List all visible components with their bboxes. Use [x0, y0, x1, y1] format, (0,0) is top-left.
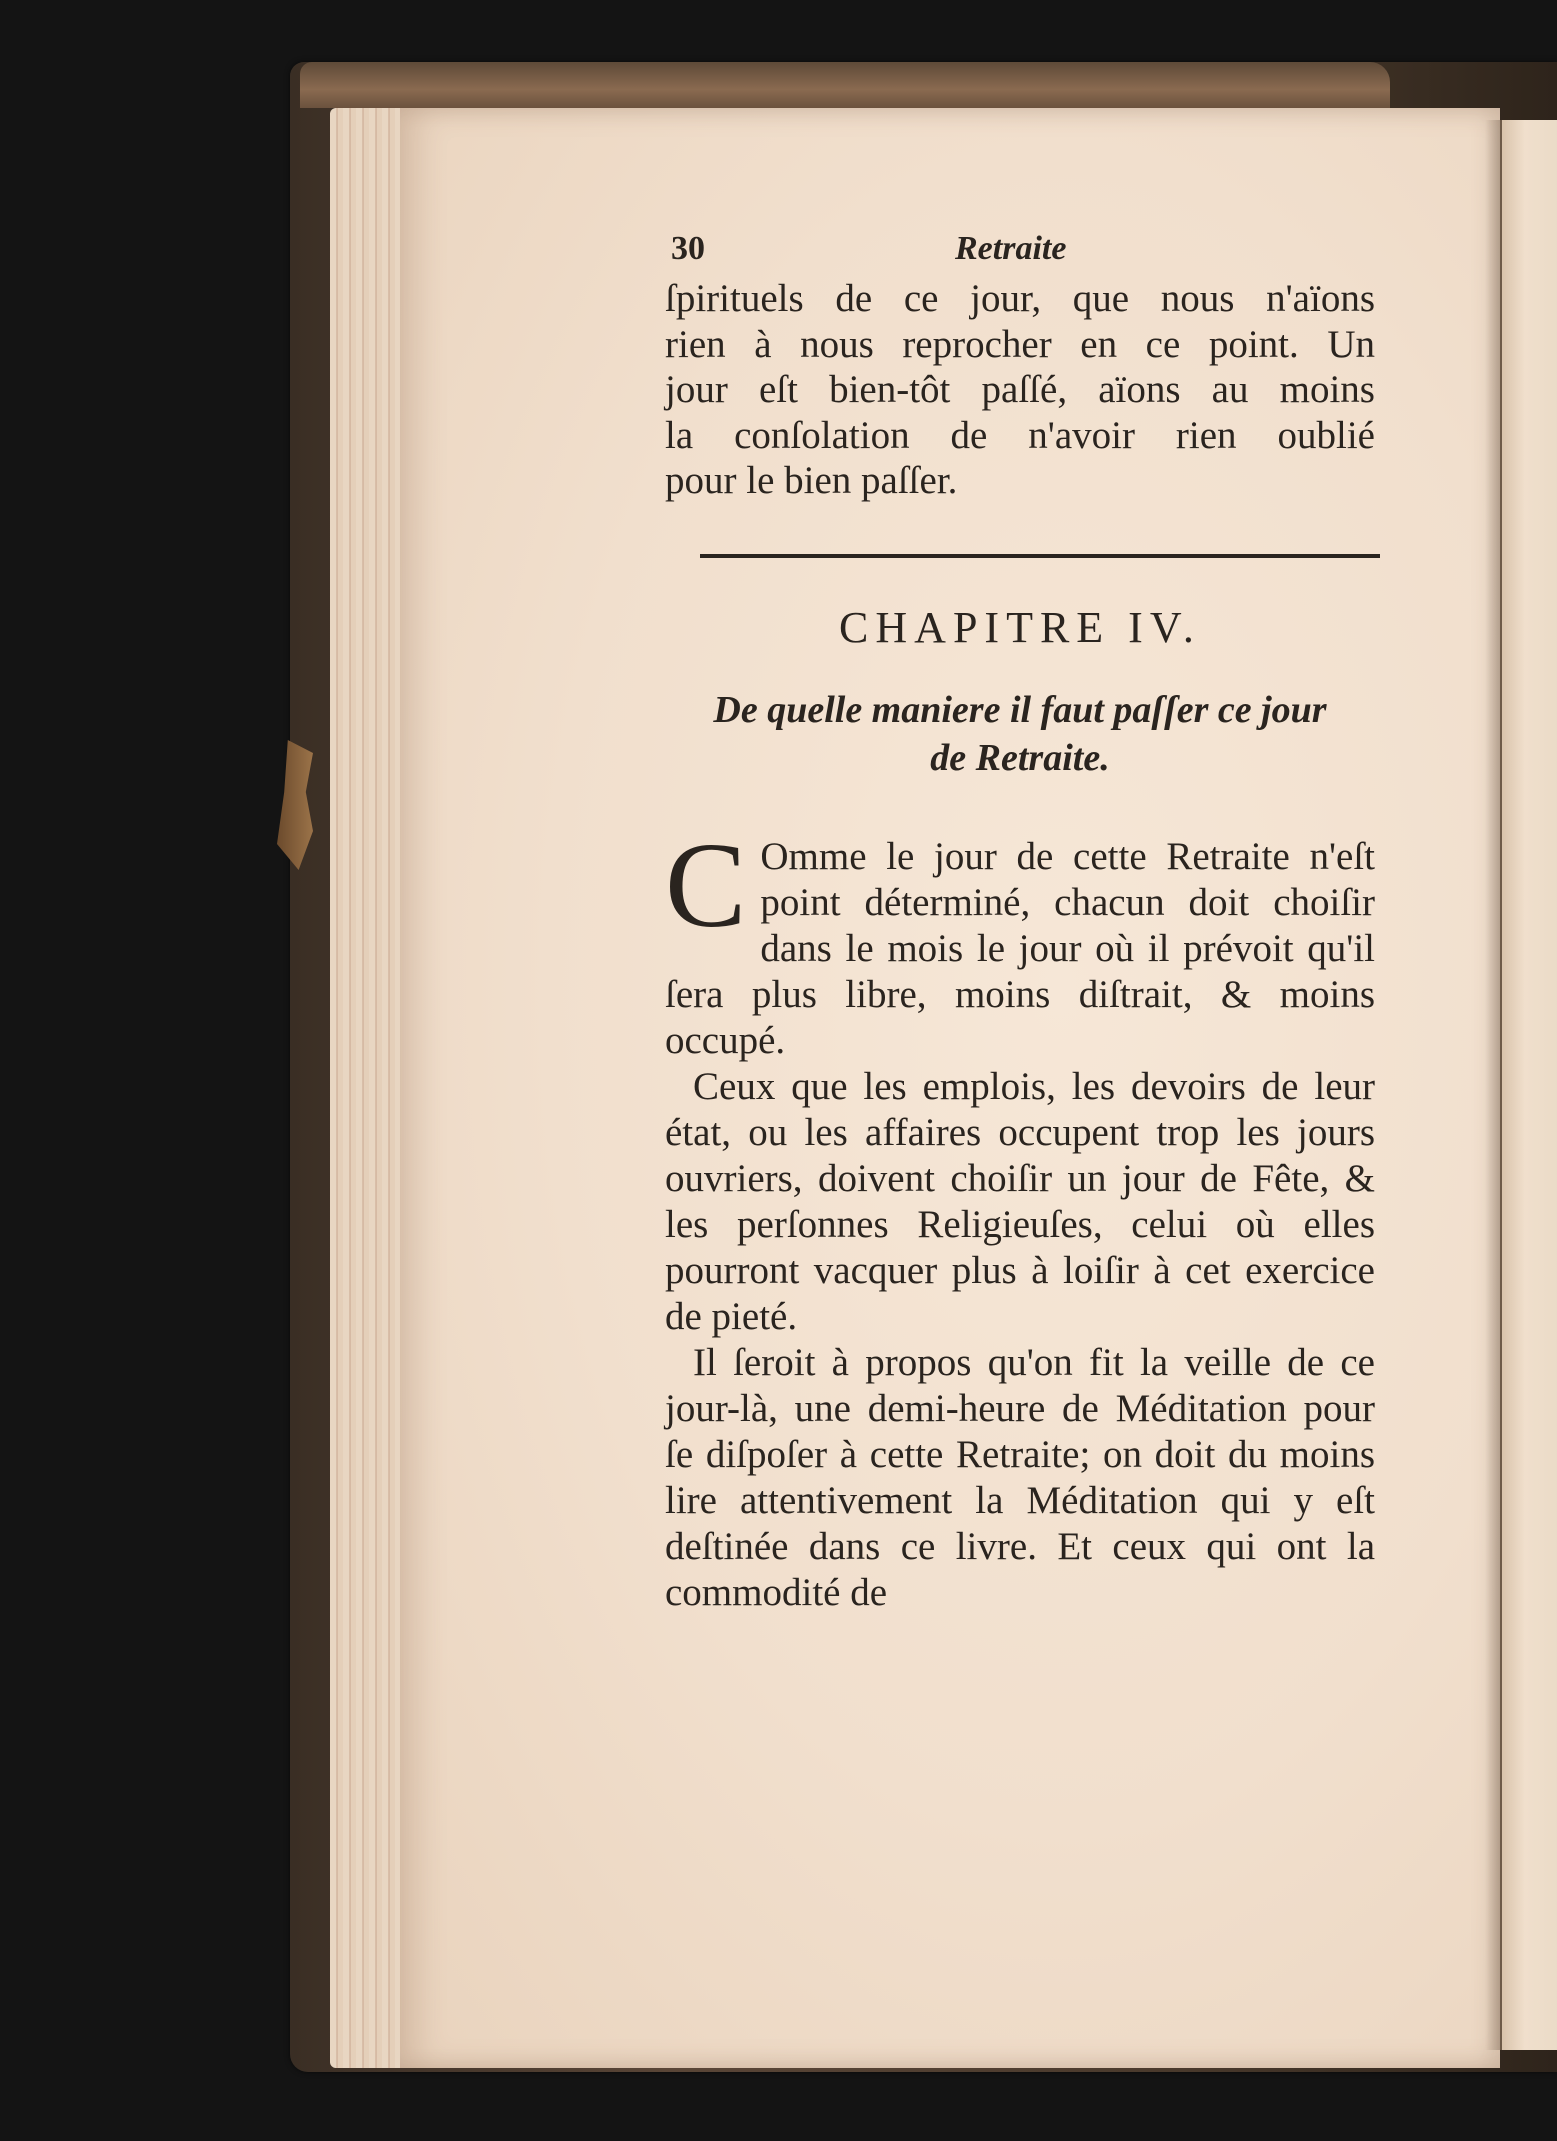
paragraph	[665, 817, 1375, 1064]
paragraph: Ceux que les emplois, les devoirs de leur état, ou les affaires occupent trop les jours ouvriers, doivent choiſir un jour de Fête, & les perſonnes Religieuſes, celui où elles pourront vacquer plus à loiſir à cet exercice de pieté.	[665, 1064, 1375, 1338]
chapter-heading: CHAPITRE IV.	[839, 602, 1201, 652]
paragraph: Il ſeroit à propos qu'on fit la veille de ce jour-là, une demi-heure de Méditation pour ſe diſpoſer à cette Retraite; on doit du moins lire attentivement la Méditation qui y eſt deſtinée dans ce livre. Et ceux qui ont la commodité de	[665, 1340, 1375, 1614]
text-line: ſpirituels de ce jour, que nous n'aïons	[665, 277, 1375, 320]
text-line: jour eſt bien-tôt paſſé, aïons au moins	[665, 368, 1375, 411]
chapter-body	[665, 817, 1375, 1616]
text-line: pour le bien paſſer.	[665, 459, 958, 502]
paragraph-text: Omme le jour de cette Retraite n'eſt point déterminé, chacun doit choiſir dans le mois le jour où il prévoit qu'il ſera plus libre, moins diſtrait, & moins occupé.	[665, 834, 1375, 1062]
section-rule	[700, 554, 1380, 558]
page-number: 30	[671, 230, 705, 267]
cover-top-edge	[300, 62, 1390, 108]
chapter-subtitle-line: de Retraite.	[930, 736, 1110, 779]
running-title: Retraite	[955, 230, 1067, 267]
continuation-text	[665, 276, 1375, 504]
drop-cap: C	[665, 817, 747, 953]
page-text-block	[665, 230, 1375, 1616]
chapter-subtitle-line: De quelle maniere il faut paſſer ce jour	[713, 688, 1327, 731]
text-line: rien à nous reprocher en ce point. Un	[665, 322, 1375, 366]
text-line: la conſolation de n'avoir rien oublié	[665, 413, 1375, 457]
running-head	[665, 230, 1375, 270]
facing-page-edge	[1500, 120, 1557, 2050]
chapter-subtitle	[665, 686, 1375, 782]
